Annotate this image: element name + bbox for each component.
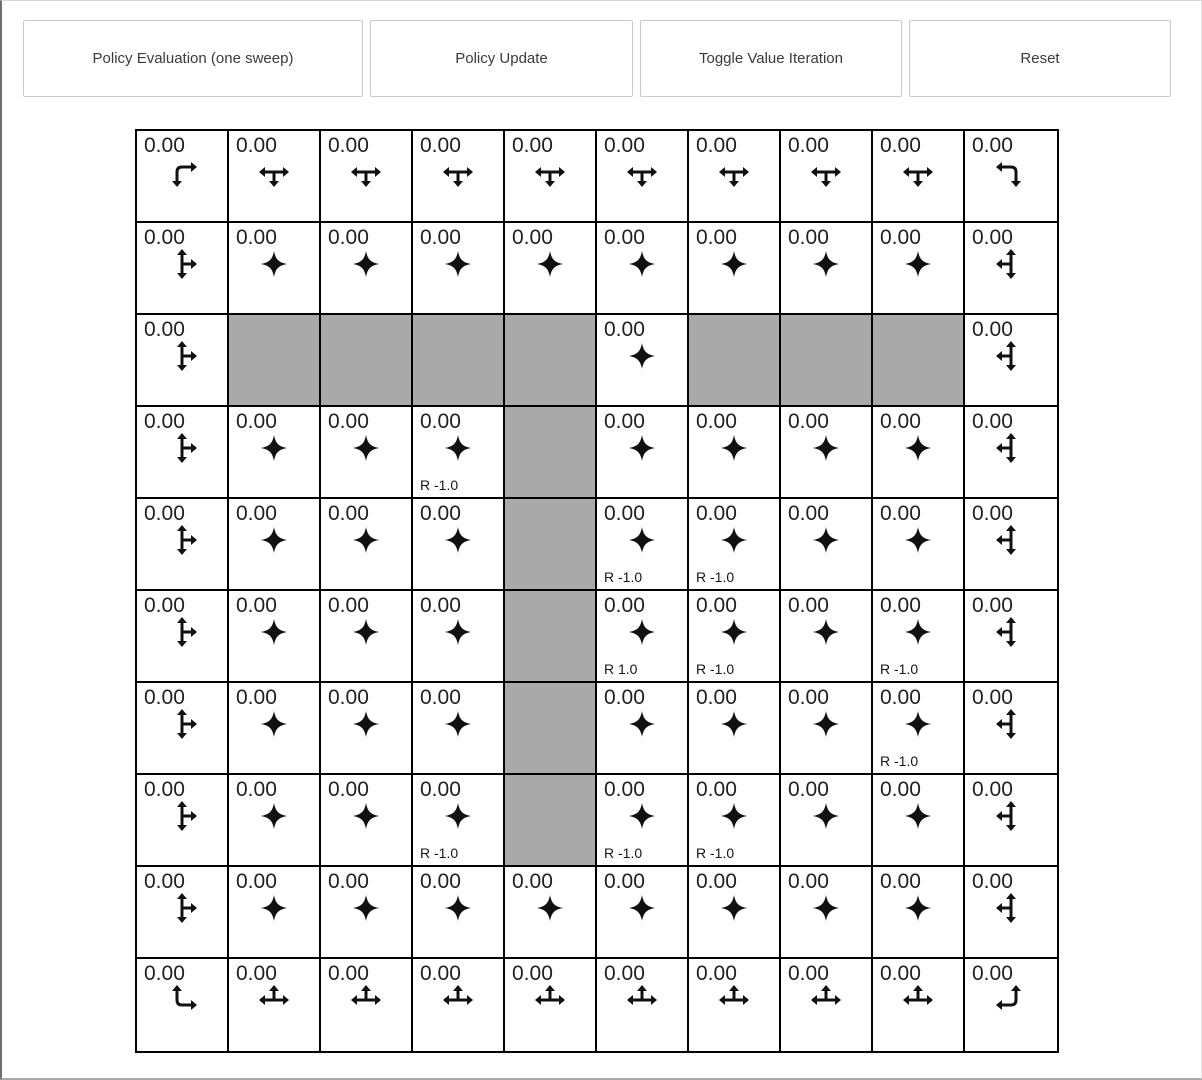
policy-arrows-icon <box>165 799 199 833</box>
policy-arrows-icon <box>994 247 1028 281</box>
policy-arrows-icon <box>257 707 291 741</box>
grid-cell[interactable] <box>781 407 873 499</box>
cell-value: 0.00 <box>328 686 369 709</box>
grid-cell[interactable] <box>321 683 413 775</box>
policy-arrows-icon <box>717 523 751 557</box>
grid-cell[interactable] <box>597 683 689 775</box>
policy-arrows-icon <box>441 615 475 649</box>
grid-cell[interactable] <box>873 499 965 591</box>
policy-arrows-icon <box>165 523 199 557</box>
grid-cell[interactable] <box>781 683 873 775</box>
policy-arrows-icon <box>901 983 935 1017</box>
grid-cell[interactable] <box>965 315 1057 407</box>
policy-arrows-icon <box>625 707 659 741</box>
toggle-value-iteration-button[interactable]: Toggle Value Iteration <box>640 20 902 97</box>
policy-arrows-icon <box>994 615 1028 649</box>
cell-value: 0.00 <box>512 870 553 893</box>
grid-cell[interactable] <box>689 775 781 867</box>
grid-cell[interactable] <box>873 775 965 867</box>
grid-cell[interactable] <box>689 959 781 1051</box>
grid-cell[interactable] <box>781 499 873 591</box>
cell-value: 0.00 <box>972 686 1013 709</box>
policy-arrows-icon <box>165 891 199 925</box>
cell-value: 0.00 <box>696 502 737 525</box>
grid-cell[interactable] <box>597 867 689 959</box>
cell-value: 0.00 <box>972 318 1013 341</box>
cell-value: 0.00 <box>328 410 369 433</box>
grid-cell[interactable] <box>597 591 689 683</box>
cell-value: 0.00 <box>972 226 1013 249</box>
policy-arrows-icon <box>994 799 1028 833</box>
grid-cell[interactable] <box>689 867 781 959</box>
cell-value: 0.00 <box>880 870 921 893</box>
cell-value: 0.00 <box>236 502 277 525</box>
cell-value: 0.00 <box>788 686 829 709</box>
cell-value: 0.00 <box>696 870 737 893</box>
policy-arrows-icon <box>809 891 843 925</box>
grid-cell[interactable] <box>321 775 413 867</box>
policy-arrows-icon <box>441 891 475 925</box>
grid-cell[interactable] <box>229 591 321 683</box>
wall-cell <box>505 315 597 407</box>
policy-arrows-icon <box>994 339 1028 373</box>
policy-arrows-icon <box>901 707 935 741</box>
grid-cell[interactable] <box>321 959 413 1051</box>
cell-value: 0.00 <box>236 870 277 893</box>
grid-cell[interactable] <box>413 683 505 775</box>
grid-cell[interactable] <box>689 591 781 683</box>
cell-value: 0.00 <box>972 778 1013 801</box>
cell-value: 0.00 <box>420 594 461 617</box>
policy-arrows-icon <box>717 983 751 1017</box>
cell-value: 0.00 <box>512 962 553 985</box>
cell-value: 0.00 <box>880 502 921 525</box>
grid-cell[interactable] <box>781 223 873 315</box>
grid-cell[interactable] <box>413 959 505 1051</box>
cell-value: 0.00 <box>144 962 185 985</box>
policy-arrows-icon <box>625 983 659 1017</box>
grid-cell[interactable] <box>505 223 597 315</box>
policy-arrows-icon <box>441 983 475 1017</box>
cell-value: 0.00 <box>144 318 185 341</box>
grid-cell[interactable] <box>597 407 689 499</box>
cell-value: 0.00 <box>144 502 185 525</box>
cell-value: 0.00 <box>328 134 369 157</box>
grid-cell[interactable] <box>413 867 505 959</box>
grid-cell[interactable] <box>597 499 689 591</box>
cell-value: 0.00 <box>880 134 921 157</box>
cell-value: 0.00 <box>696 410 737 433</box>
cell-reward: R -1.0 <box>604 845 643 861</box>
policy-arrows-icon <box>257 799 291 833</box>
grid-cell[interactable] <box>689 499 781 591</box>
cell-value: 0.00 <box>420 134 461 157</box>
cell-value: 0.00 <box>788 962 829 985</box>
grid-cell[interactable] <box>413 223 505 315</box>
grid-cell[interactable] <box>321 131 413 223</box>
policy-arrows-icon <box>257 615 291 649</box>
cell-value: 0.00 <box>512 226 553 249</box>
toolbar <box>23 20 1179 97</box>
cell-value: 0.00 <box>144 134 185 157</box>
cell-value: 0.00 <box>328 778 369 801</box>
wall-cell <box>505 775 597 867</box>
cell-value: 0.00 <box>788 410 829 433</box>
cell-value: 0.00 <box>236 594 277 617</box>
cell-value: 0.00 <box>236 410 277 433</box>
grid-cell[interactable] <box>137 499 229 591</box>
grid-cell[interactable] <box>137 591 229 683</box>
policy-arrows-icon <box>625 247 659 281</box>
grid-cell[interactable] <box>781 591 873 683</box>
grid-cell[interactable] <box>873 223 965 315</box>
policy-arrows-icon <box>257 523 291 557</box>
policy-arrows-icon <box>257 155 291 189</box>
grid-cell[interactable] <box>689 407 781 499</box>
policy-arrows-icon <box>625 155 659 189</box>
policy-arrows-icon <box>441 247 475 281</box>
cell-reward: R -1.0 <box>696 569 735 585</box>
cell-value: 0.00 <box>696 962 737 985</box>
grid-cell[interactable] <box>597 223 689 315</box>
grid-cell[interactable] <box>321 867 413 959</box>
gridworld-grid <box>135 129 1059 1053</box>
cell-value: 0.00 <box>880 962 921 985</box>
policy-arrows-icon <box>717 247 751 281</box>
policy-arrows-icon <box>533 155 567 189</box>
policy-arrows-icon <box>717 799 751 833</box>
policy-arrows-icon <box>809 523 843 557</box>
grid-cell[interactable] <box>137 867 229 959</box>
policy-arrows-icon <box>165 615 199 649</box>
wall-cell <box>321 315 413 407</box>
policy-arrows-icon <box>809 247 843 281</box>
grid-cell[interactable] <box>321 407 413 499</box>
grid-cell[interactable] <box>781 131 873 223</box>
grid-cell[interactable] <box>413 591 505 683</box>
wall-cell <box>505 407 597 499</box>
policy-arrows-icon <box>441 799 475 833</box>
policy-arrows-icon <box>441 707 475 741</box>
grid-cell[interactable] <box>505 959 597 1051</box>
cell-value: 0.00 <box>144 870 185 893</box>
policy-arrows-icon <box>349 983 383 1017</box>
wall-cell <box>689 315 781 407</box>
cell-value: 0.00 <box>144 778 185 801</box>
cell-value: 0.00 <box>144 226 185 249</box>
cell-value: 0.00 <box>972 870 1013 893</box>
policy-evaluation-button[interactable]: Policy Evaluation (one sweep) <box>23 20 363 97</box>
cell-value: 0.00 <box>696 778 737 801</box>
cell-value: 0.00 <box>236 962 277 985</box>
grid-cell[interactable] <box>413 131 505 223</box>
policy-arrows-icon <box>165 155 199 189</box>
cell-value: 0.00 <box>328 870 369 893</box>
cell-reward: R -1.0 <box>880 661 919 677</box>
wall-cell <box>505 683 597 775</box>
policy-arrows-icon <box>901 247 935 281</box>
policy-arrows-icon <box>441 523 475 557</box>
grid-cell[interactable] <box>413 499 505 591</box>
cell-value: 0.00 <box>236 778 277 801</box>
policy-arrows-icon <box>994 891 1028 925</box>
policy-arrows-icon <box>533 983 567 1017</box>
cell-value: 0.00 <box>236 134 277 157</box>
cell-value: 0.00 <box>328 594 369 617</box>
grid-cell[interactable] <box>229 775 321 867</box>
cell-value: 0.00 <box>420 870 461 893</box>
grid-cell[interactable] <box>505 131 597 223</box>
grid-cell[interactable] <box>321 499 413 591</box>
policy-arrows-icon <box>441 431 475 465</box>
cell-value: 0.00 <box>972 134 1013 157</box>
grid-cell[interactable] <box>689 223 781 315</box>
policy-arrows-icon <box>349 799 383 833</box>
cell-value: 0.00 <box>880 410 921 433</box>
grid-cell[interactable] <box>229 131 321 223</box>
grid-cell[interactable] <box>229 499 321 591</box>
grid-cell[interactable] <box>137 407 229 499</box>
cell-value: 0.00 <box>880 594 921 617</box>
cell-value: 0.00 <box>880 686 921 709</box>
wall-cell <box>781 315 873 407</box>
cell-value: 0.00 <box>420 686 461 709</box>
grid-cell[interactable] <box>137 959 229 1051</box>
cell-value: 0.00 <box>788 870 829 893</box>
grid-cell[interactable] <box>873 131 965 223</box>
grid-cell[interactable] <box>137 683 229 775</box>
policy-arrows-icon <box>349 155 383 189</box>
policy-arrows-icon <box>349 615 383 649</box>
grid-cell[interactable] <box>597 959 689 1051</box>
grid-cell[interactable] <box>321 591 413 683</box>
grid-cell[interactable] <box>689 683 781 775</box>
policy-arrows-icon <box>901 155 935 189</box>
cell-value: 0.00 <box>604 410 645 433</box>
cell-value: 0.00 <box>788 134 829 157</box>
cell-value: 0.00 <box>604 226 645 249</box>
cell-value: 0.00 <box>788 594 829 617</box>
grid-cell[interactable] <box>229 407 321 499</box>
policy-arrows-icon <box>901 615 935 649</box>
grid-cell[interactable] <box>965 959 1057 1051</box>
policy-arrows-icon <box>349 523 383 557</box>
cell-value: 0.00 <box>420 778 461 801</box>
policy-arrows-icon <box>994 155 1028 189</box>
cell-value: 0.00 <box>328 502 369 525</box>
grid-cell[interactable] <box>965 131 1057 223</box>
policy-arrows-icon <box>994 523 1028 557</box>
policy-arrows-icon <box>349 431 383 465</box>
policy-arrows-icon <box>994 983 1028 1017</box>
policy-arrows-icon <box>533 891 567 925</box>
grid-cell[interactable] <box>597 315 689 407</box>
grid-cell[interactable] <box>781 959 873 1051</box>
cell-value: 0.00 <box>328 962 369 985</box>
policy-arrows-icon <box>717 155 751 189</box>
grid-cell[interactable] <box>781 867 873 959</box>
grid-cell[interactable] <box>965 591 1057 683</box>
policy-update-button[interactable]: Policy Update <box>370 20 633 97</box>
grid-cell[interactable] <box>597 775 689 867</box>
grid-cell[interactable] <box>873 867 965 959</box>
policy-arrows-icon <box>809 155 843 189</box>
policy-arrows-icon <box>901 799 935 833</box>
policy-arrows-icon <box>349 707 383 741</box>
grid-cell[interactable] <box>229 959 321 1051</box>
policy-arrows-icon <box>625 339 659 373</box>
cell-value: 0.00 <box>788 778 829 801</box>
grid-cell[interactable] <box>137 223 229 315</box>
wall-cell <box>505 591 597 683</box>
policy-arrows-icon <box>165 431 199 465</box>
wall-cell <box>505 499 597 591</box>
grid-cell[interactable] <box>965 223 1057 315</box>
policy-arrows-icon <box>625 615 659 649</box>
policy-arrows-icon <box>349 247 383 281</box>
grid-cell[interactable] <box>505 867 597 959</box>
policy-arrows-icon <box>809 431 843 465</box>
grid-cell[interactable] <box>965 775 1057 867</box>
cell-value: 0.00 <box>604 686 645 709</box>
cell-reward: R -1.0 <box>604 569 643 585</box>
grid-cell[interactable] <box>965 683 1057 775</box>
policy-arrows-icon <box>257 983 291 1017</box>
cell-reward: R -1.0 <box>696 661 735 677</box>
cell-value: 0.00 <box>972 502 1013 525</box>
cell-value: 0.00 <box>144 686 185 709</box>
grid-cell[interactable] <box>413 407 505 499</box>
cell-value: 0.00 <box>696 686 737 709</box>
policy-arrows-icon <box>257 891 291 925</box>
policy-arrows-icon <box>809 799 843 833</box>
cell-value: 0.00 <box>236 686 277 709</box>
grid-cell[interactable] <box>873 959 965 1051</box>
cell-value: 0.00 <box>604 318 645 341</box>
grid-cell[interactable] <box>689 131 781 223</box>
policy-arrows-icon <box>165 983 199 1017</box>
wall-cell <box>413 315 505 407</box>
grid-cell[interactable] <box>965 499 1057 591</box>
policy-arrows-icon <box>717 891 751 925</box>
policy-arrows-icon <box>441 155 475 189</box>
cell-reward: R -1.0 <box>420 845 459 861</box>
grid-cell[interactable] <box>137 315 229 407</box>
cell-value: 0.00 <box>420 962 461 985</box>
cell-value: 0.00 <box>880 778 921 801</box>
policy-arrows-icon <box>625 891 659 925</box>
grid-cell[interactable] <box>137 131 229 223</box>
cell-value: 0.00 <box>880 226 921 249</box>
grid-cell[interactable] <box>321 223 413 315</box>
cell-value: 0.00 <box>604 778 645 801</box>
policy-arrows-icon <box>625 431 659 465</box>
cell-value: 0.00 <box>512 134 553 157</box>
grid-cell[interactable] <box>597 131 689 223</box>
policy-arrows-icon <box>717 431 751 465</box>
cell-value: 0.00 <box>604 594 645 617</box>
grid-cell[interactable] <box>413 775 505 867</box>
policy-arrows-icon <box>809 983 843 1017</box>
grid-cell[interactable] <box>229 223 321 315</box>
cell-reward: R -1.0 <box>420 477 459 493</box>
policy-arrows-icon <box>809 707 843 741</box>
cell-value: 0.00 <box>788 502 829 525</box>
grid-cell[interactable] <box>873 407 965 499</box>
grid-cell[interactable] <box>873 683 965 775</box>
policy-arrows-icon <box>994 707 1028 741</box>
cell-value: 0.00 <box>604 502 645 525</box>
policy-arrows-icon <box>349 891 383 925</box>
policy-arrows-icon <box>625 799 659 833</box>
cell-value: 0.00 <box>144 410 185 433</box>
cell-reward: R -1.0 <box>880 753 919 769</box>
grid-cell[interactable] <box>965 867 1057 959</box>
cell-value: 0.00 <box>696 134 737 157</box>
cell-value: 0.00 <box>972 594 1013 617</box>
wall-cell <box>873 315 965 407</box>
cell-value: 0.00 <box>420 502 461 525</box>
policy-arrows-icon <box>257 431 291 465</box>
grid-cell[interactable] <box>137 775 229 867</box>
cell-value: 0.00 <box>604 870 645 893</box>
policy-arrows-icon <box>809 615 843 649</box>
policy-arrows-icon <box>717 707 751 741</box>
cell-value: 0.00 <box>788 226 829 249</box>
policy-arrows-icon <box>994 431 1028 465</box>
reset-button[interactable]: Reset <box>909 20 1171 97</box>
policy-arrows-icon <box>533 247 567 281</box>
grid-cell[interactable] <box>229 867 321 959</box>
cell-reward: R 1.0 <box>604 661 638 677</box>
cell-value: 0.00 <box>420 410 461 433</box>
cell-value: 0.00 <box>696 594 737 617</box>
policy-arrows-icon <box>165 339 199 373</box>
cell-value: 0.00 <box>696 226 737 249</box>
cell-value: 0.00 <box>972 410 1013 433</box>
policy-arrows-icon <box>901 431 935 465</box>
policy-arrows-icon <box>165 707 199 741</box>
cell-value: 0.00 <box>972 962 1013 985</box>
policy-arrows-icon <box>257 247 291 281</box>
cell-value: 0.00 <box>236 226 277 249</box>
grid-cell[interactable] <box>781 775 873 867</box>
grid-cell[interactable] <box>965 407 1057 499</box>
policy-arrows-icon <box>625 523 659 557</box>
grid-cell[interactable] <box>873 591 965 683</box>
cell-value: 0.00 <box>604 134 645 157</box>
cell-value: 0.00 <box>604 962 645 985</box>
cell-reward: R -1.0 <box>696 845 735 861</box>
policy-arrows-icon <box>901 891 935 925</box>
wall-cell <box>229 315 321 407</box>
policy-arrows-icon <box>717 615 751 649</box>
policy-arrows-icon <box>901 523 935 557</box>
cell-value: 0.00 <box>144 594 185 617</box>
grid-cell[interactable] <box>229 683 321 775</box>
policy-arrows-icon <box>165 247 199 281</box>
cell-value: 0.00 <box>328 226 369 249</box>
cell-value: 0.00 <box>420 226 461 249</box>
